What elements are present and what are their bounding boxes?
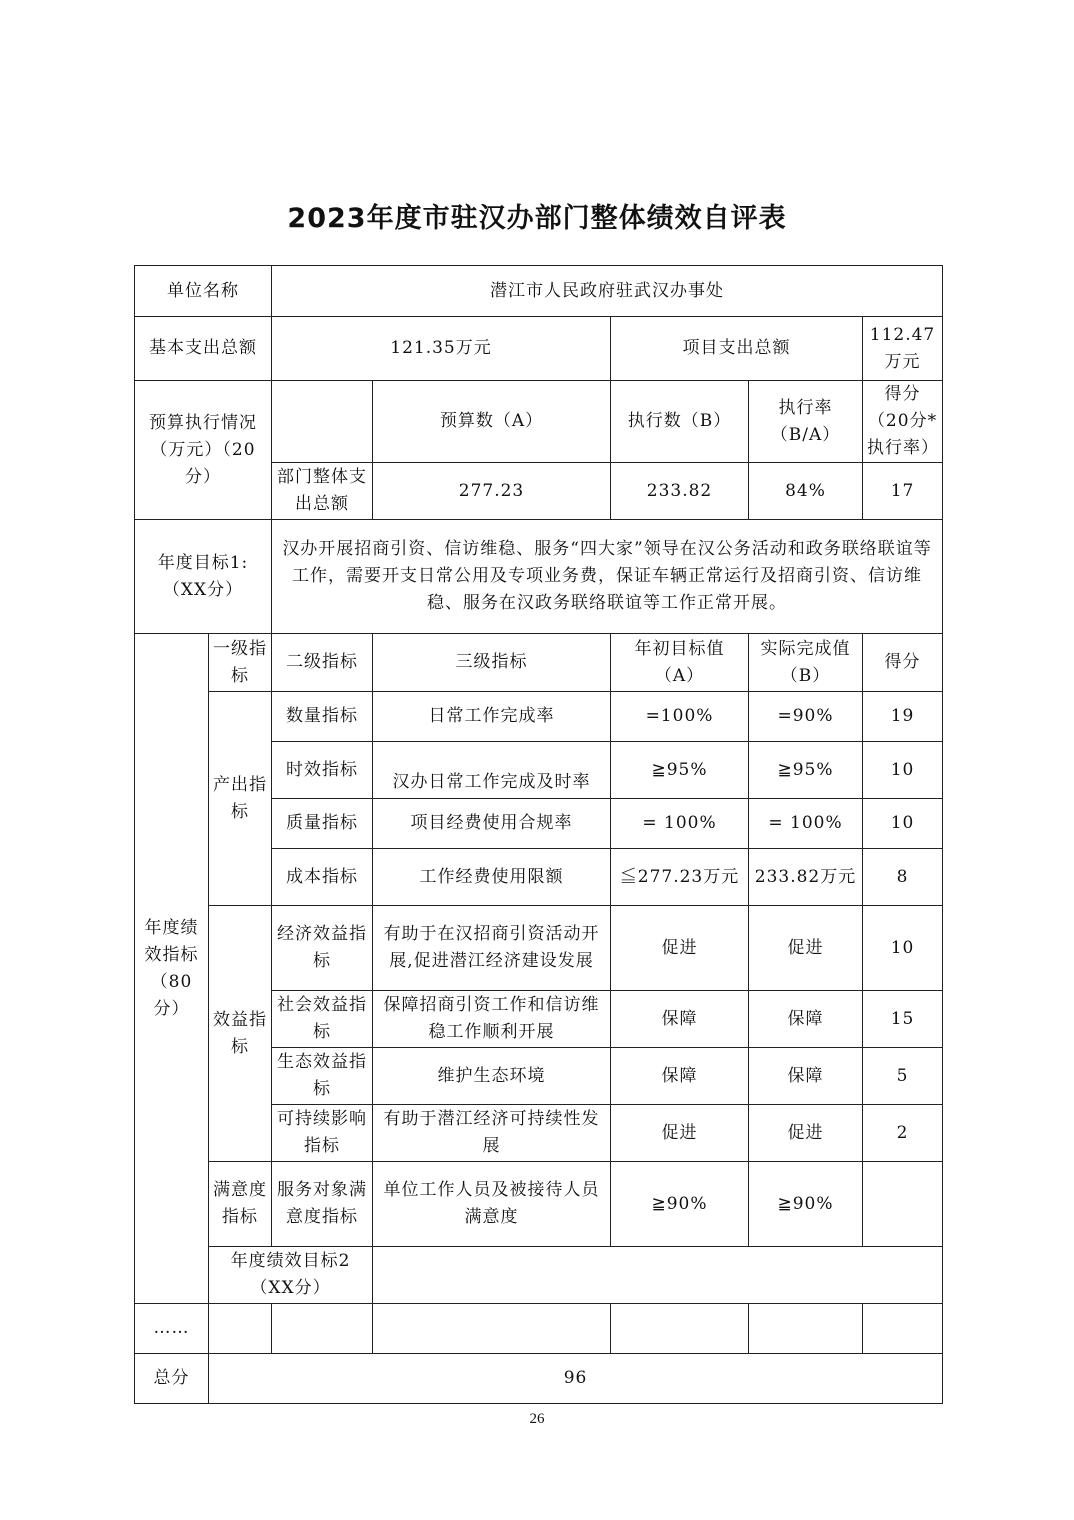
actual-cell: =90% xyxy=(749,692,863,742)
actual-cell: 促进 xyxy=(749,1105,863,1162)
score-cell: 10 xyxy=(863,906,943,991)
performance-table xyxy=(134,265,943,1404)
level2-cell: 生态效益指标 xyxy=(272,1048,373,1105)
level3-cell: 项目经费使用合规率 xyxy=(373,799,611,849)
goal1-label: 年度目标1:（XX分） xyxy=(135,520,272,634)
level3-cell: 有助于在汉招商引资活动开展,促进潜江经济建设发展 xyxy=(373,906,611,991)
level3-cell: 工作经费使用限额 xyxy=(373,849,611,906)
target-cell: = 100% xyxy=(611,799,749,849)
unit-value: 潜江市人民政府驻武汉办事处 xyxy=(272,266,943,317)
goal1-row xyxy=(135,520,943,634)
actual-cell: 促进 xyxy=(749,906,863,991)
goal2-value xyxy=(373,1247,943,1304)
budget-value-rate: 84% xyxy=(749,463,863,520)
level2-cell: 社会效益指标 xyxy=(272,991,373,1048)
indicator-header-actual: 实际完成值（B） xyxy=(749,634,863,692)
score-cell: 8 xyxy=(863,849,943,906)
budget-header-row xyxy=(135,381,943,463)
level3-cell: 保障招商引资工作和信访维稳工作顺利开展 xyxy=(373,991,611,1048)
goal2-row xyxy=(135,1247,943,1304)
ellipsis-row xyxy=(135,1304,943,1354)
budget-value-score: 17 xyxy=(863,463,943,520)
level2-cell: 数量指标 xyxy=(272,692,373,742)
empty-cell xyxy=(272,1304,373,1354)
indicator-header-row xyxy=(135,634,943,692)
total-label: 总分 xyxy=(135,1354,209,1404)
target-cell: 保障 xyxy=(611,1048,749,1105)
group-satisfaction-label: 满意度指标 xyxy=(209,1162,272,1247)
score-cell: 19 xyxy=(863,692,943,742)
actual-cell: 233.82万元 xyxy=(749,849,863,906)
indicator-header-target: 年初目标值（A） xyxy=(611,634,749,692)
table-row xyxy=(135,692,943,742)
budget-value-b: 233.82 xyxy=(611,463,749,520)
level2-cell: 可持续影响指标 xyxy=(272,1105,373,1162)
actual-cell: ≧95% xyxy=(749,742,863,799)
level2-cell: 成本指标 xyxy=(272,849,373,906)
budget-row-label: 部门整体支出总额 xyxy=(272,463,373,520)
level3-cell: 单位工作人员及被接待人员满意度 xyxy=(373,1162,611,1247)
unit-row xyxy=(135,266,943,317)
unit-label: 单位名称 xyxy=(135,266,272,317)
level3-cell: 日常工作完成率 xyxy=(373,692,611,742)
level3-cell: 有助于潜江经济可持续性发展 xyxy=(373,1105,611,1162)
score-cell: 10 xyxy=(863,799,943,849)
level2-cell: 服务对象满意度指标 xyxy=(272,1162,373,1247)
level2-cell: 经济效益指标 xyxy=(272,906,373,991)
total-row xyxy=(135,1354,943,1404)
table-row xyxy=(135,1162,943,1247)
budget-header-empty xyxy=(272,381,373,463)
score-cell: 5 xyxy=(863,1048,943,1105)
basic-expense-value: 121.35万元 xyxy=(272,317,611,381)
actual-cell: = 100% xyxy=(749,799,863,849)
target-cell: =100% xyxy=(611,692,749,742)
indicator-section-label: 年度绩效指标（80分） xyxy=(135,634,209,1304)
score-cell: 10 xyxy=(863,742,943,799)
target-cell: ≧90% xyxy=(611,1162,749,1247)
ellipsis-cell: …… xyxy=(135,1304,209,1354)
total-value: 96 xyxy=(209,1354,943,1404)
expense-row xyxy=(135,317,943,381)
indicator-header-level3: 三级指标 xyxy=(373,634,611,692)
goal1-text: 汉办开展招商引资、信访维稳、服务“四大家”领导在汉公务活动和政务联络联谊等工作，需要开支日常公用及专项业务费，保证车辆正常运行及招商引资、信访维稳、服务在汉政务联络联谊等工作正常开展。 xyxy=(272,520,943,634)
empty-cell xyxy=(749,1304,863,1354)
target-cell: 保障 xyxy=(611,991,749,1048)
score-cell: 2 xyxy=(863,1105,943,1162)
target-cell: ≧95% xyxy=(611,742,749,799)
indicator-header-level1: 一级指标 xyxy=(209,634,272,692)
budget-header-a: 预算数（A） xyxy=(373,381,611,463)
target-cell: ≦277.23万元 xyxy=(611,849,749,906)
empty-cell xyxy=(209,1304,272,1354)
indicator-header-score: 得分 xyxy=(863,634,943,692)
project-expense-value: 112.47万元 xyxy=(863,317,943,381)
goal2-label: 年度绩效目标2（XX分） xyxy=(209,1247,373,1304)
target-cell: 促进 xyxy=(611,1105,749,1162)
empty-cell xyxy=(611,1304,749,1354)
project-expense-label: 项目支出总额 xyxy=(611,317,863,381)
score-cell: 15 xyxy=(863,991,943,1048)
target-cell: 促进 xyxy=(611,906,749,991)
budget-label: 预算执行情况（万元）（20分） xyxy=(135,381,272,520)
level2-cell: 时效指标 xyxy=(272,742,373,799)
basic-expense-label: 基本支出总额 xyxy=(135,317,272,381)
level2-cell: 质量指标 xyxy=(272,799,373,849)
page-number: 26 xyxy=(529,1411,545,1427)
score-cell xyxy=(863,1162,943,1247)
budget-value-a: 277.23 xyxy=(373,463,611,520)
empty-cell xyxy=(863,1304,943,1354)
budget-header-b: 执行数（B） xyxy=(611,381,749,463)
group-benefit-label: 效益指标 xyxy=(209,906,272,1162)
actual-cell: 保障 xyxy=(749,1048,863,1105)
document-title: 2023年度市驻汉办部门整体绩效自评表 xyxy=(287,203,787,234)
level3-cell: 维护生态环境 xyxy=(373,1048,611,1105)
budget-header-score: 得分（20分*执行率） xyxy=(863,381,943,463)
actual-cell: ≧90% xyxy=(749,1162,863,1247)
level3-cell: 汉办日常工作完成及时率 xyxy=(373,742,611,799)
indicator-header-level2: 二级指标 xyxy=(272,634,373,692)
actual-cell: 保障 xyxy=(749,991,863,1048)
table-row xyxy=(135,906,943,991)
budget-header-rate: 执行率（B/A） xyxy=(749,381,863,463)
group-output-label: 产出指标 xyxy=(209,692,272,906)
empty-cell xyxy=(373,1304,611,1354)
